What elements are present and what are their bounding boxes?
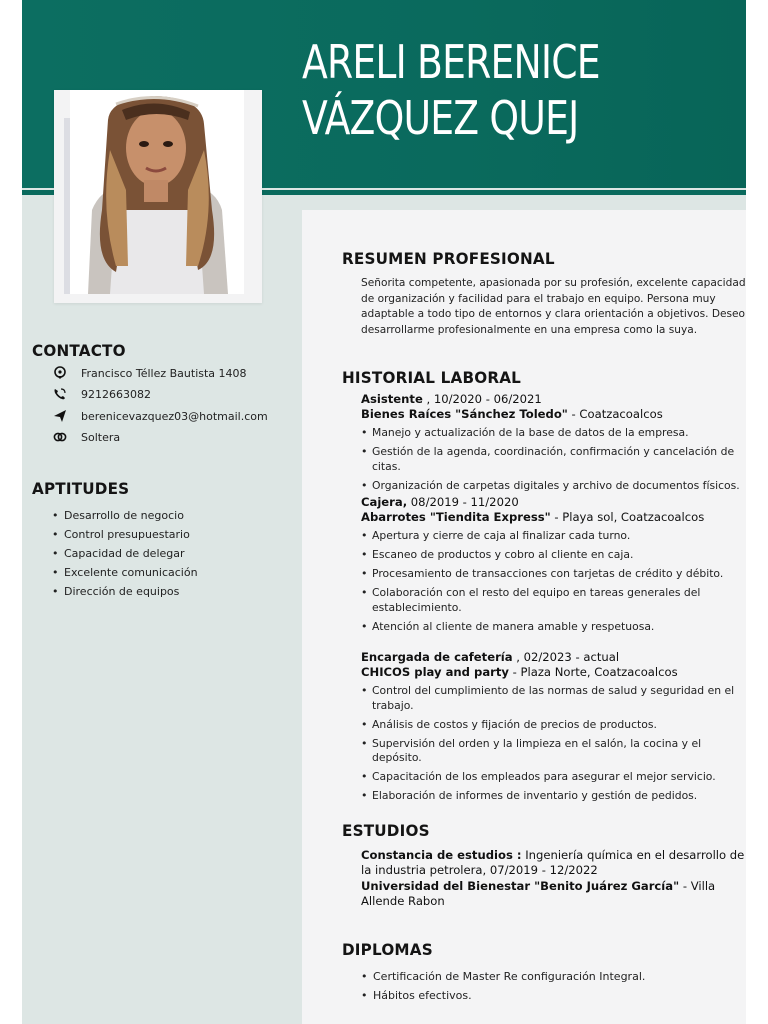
name-line-1: ARELI BERENICE	[302, 35, 600, 89]
list-item: • Desarrollo de negocio	[52, 509, 198, 523]
job-role: Encargada de cafetería	[361, 650, 513, 664]
list-item: • Análisis de costos y fijación de precios de productos.	[361, 718, 746, 733]
job-entry-3	[361, 650, 746, 808]
job-location: - Plaza Norte, Coatzacoalcos	[508, 665, 678, 679]
location-pin-icon	[52, 365, 68, 381]
job-entry-1	[361, 392, 746, 498]
resume-page	[22, 0, 746, 1024]
degree-label: Constancia de estudios :	[361, 848, 522, 862]
diplomas-section-title: DIPLOMAS	[342, 940, 433, 959]
job-company-line	[361, 665, 746, 680]
contact-section-title: CONTACTO	[32, 341, 126, 360]
job-company: CHICOS play and party	[361, 665, 509, 679]
list-item: • Capacitación de los empleados para asegurar el mejor servicio.	[361, 770, 746, 785]
job-title-line	[361, 495, 746, 510]
job-title-line	[361, 392, 746, 407]
list-item: • Gestión de la agenda, coordinación, confirmación y cancelación de citas.	[361, 445, 746, 474]
estudios-entry	[361, 848, 746, 910]
job-location: - Coatzacoalcos	[567, 407, 663, 421]
list-item: • Colaboración con el resto del equipo en tareas generales del establecimiento.	[361, 586, 746, 615]
job-location: - Playa sol, Coatzacoalcos	[550, 510, 705, 524]
list-item: • Hábitos efectivos.	[361, 989, 746, 1003]
contact-email[interactable]	[52, 407, 268, 425]
phone-icon	[52, 386, 68, 402]
candidate-name	[302, 34, 655, 146]
phone-text: 9212663082	[81, 387, 151, 401]
job-role: Asistente	[361, 392, 423, 406]
list-item: • Supervisión del orden y la limpieza en el salón, la cocina y el depósito.	[361, 737, 746, 766]
list-item: • Apertura y cierre de caja al finalizar cada turno.	[361, 529, 746, 544]
job-company-line	[361, 407, 746, 422]
degree-line	[361, 848, 746, 879]
list-item: • Control del cumplimiento de las normas de salud y seguridad en el trabajo.	[361, 684, 746, 713]
email-text[interactable]: berenicevazquez03@hotmail.com	[81, 409, 268, 423]
job-tasks	[361, 426, 746, 493]
send-icon	[52, 408, 68, 424]
job-company: Bienes Raíces "Sánchez Toledo"	[361, 407, 568, 421]
contact-phone	[52, 385, 151, 403]
contact-status	[52, 428, 120, 446]
profile-photo-frame	[54, 90, 262, 303]
job-company-line	[361, 510, 746, 525]
rings-icon	[52, 429, 68, 445]
job-tasks	[361, 529, 746, 634]
list-item: • Escaneo de productos y cobro al cliente en caja.	[361, 548, 746, 563]
historial-section-title: HISTORIAL LABORAL	[342, 368, 522, 387]
contact-address	[52, 364, 247, 382]
degree-text: Ingeniería química en el desarrollo de la industria petrolera, 07/2019 - 12/2022	[361, 848, 745, 878]
list-item: • Capacidad de delegar	[52, 547, 198, 561]
list-item: • Manejo y actualización de la base de datos de la empresa.	[361, 426, 746, 441]
school-location: - Villa Allende Rabon	[361, 878, 716, 909]
school-line	[361, 879, 746, 910]
job-role: Cajera,	[361, 495, 408, 509]
status-text: Soltera	[81, 430, 121, 444]
list-item: • Certificación de Master Re configuración Integral.	[361, 970, 746, 984]
job-title-line	[361, 650, 746, 665]
school-name: Universidad del Bienestar "Benito Juárez García"	[361, 878, 680, 893]
resumen-paragraph: Señorita competente, apasionada por su profesión, excelente capacidad de organización y facilidad para el trabajo en equipo. Persona muy adaptable a todo tipo de entornos y clara orientación a objetivos. Deseo desarrollarme profesionalmente en una empresa como la suya.	[361, 277, 746, 336]
job-period: , 10/2020 - 06/2021	[422, 392, 542, 406]
name-line-2: VÁZQUEZ QUEJ	[302, 91, 579, 145]
resumen-section-title: RESUMEN PROFESIONAL	[342, 249, 555, 268]
job-period: 08/2019 - 11/2020	[407, 495, 519, 509]
list-item: • Procesamiento de transacciones con tarjetas de crédito y débito.	[361, 567, 746, 582]
job-company: Abarrotes "Tiendita Express"	[361, 510, 551, 524]
aptitudes-section-title: APTITUDES	[32, 479, 130, 498]
profile-photo	[70, 90, 244, 294]
aptitudes-list	[52, 509, 198, 604]
estudios-section-title: ESTUDIOS	[342, 821, 430, 840]
list-item: • Control presupuestario	[52, 528, 198, 542]
job-period: , 02/2023 - actual	[512, 650, 620, 664]
list-item: • Excelente comunicación	[52, 566, 198, 580]
job-tasks	[361, 684, 746, 804]
list-item: • Dirección de equipos	[52, 585, 198, 599]
list-item: • Elaboración de informes de inventario y gestión de pedidos.	[361, 789, 746, 804]
portrait-illustration	[70, 90, 244, 294]
job-entry-2	[361, 495, 746, 639]
address-text: Francisco Téllez Bautista 1408	[81, 366, 247, 380]
diplomas-list	[361, 970, 746, 1007]
list-item: • Organización de carpetas digitales y archivo de documentos físicos.	[361, 479, 746, 494]
list-item: • Atención al cliente de manera amable y respetuosa.	[361, 620, 746, 635]
